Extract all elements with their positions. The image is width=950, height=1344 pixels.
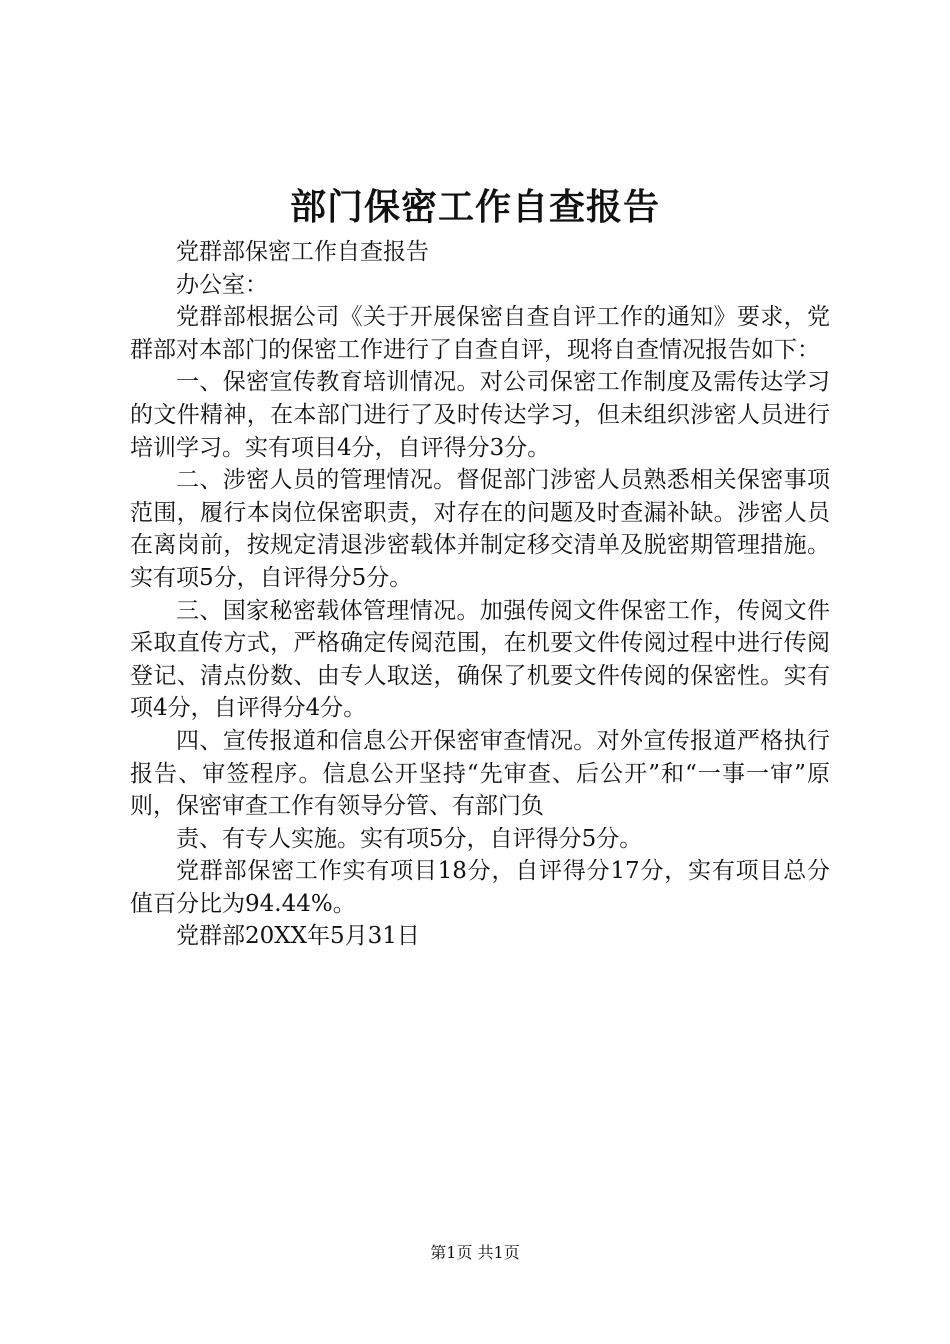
document-body bbox=[130, 236, 830, 953]
paragraph-section-4: 四、宣传报道和信息公开保密审查情况。对外宣传报道严格执行报告、审签程序。信息公开坚持“先审查、后公开”和“一事一审”原则，保密审查工作有领导分管、有部门负 bbox=[130, 727, 830, 820]
page-title: 部门保密工作自查报告 bbox=[289, 186, 660, 228]
paragraph-section-4-continued: 责、有专人实施。实有项5分，自评得分5分。 bbox=[176, 825, 643, 852]
paragraph-addressee: 办公室： bbox=[176, 271, 268, 298]
paragraph-subtitle: 党群部保密工作自查报告 bbox=[176, 239, 429, 265]
paragraph-section-3: 三、国家秘密载体管理情况。加强传阅文件保密工作，传阅文件采取直传方式，严格确定传阅范围，在机要文件传阅过程中进行传阅登记、清点份数、由专人取送，确保了机要文件传阅的保密性。实有项4分，自评得分4分。 bbox=[130, 597, 830, 722]
paragraph-summary: 党群部保密工作实有项目18分，自评得分17分，实有项目总分值百分比为94.44%。 bbox=[130, 858, 830, 917]
paragraph-signature-date: 党群部20XX年5月31日 bbox=[176, 923, 420, 950]
page-number-footer: 第1页 共1页 bbox=[430, 1243, 520, 1262]
paragraph-section-2: 二、涉密人员的管理情况。督促部门涉密人员熟悉相关保密事项范围，履行本岗位保密职责，对存在的问题及时查漏补缺。涉密人员在离岗前，按规定清退涉密载体并制定移交清单及脱密期管理措施。实有项5分，自评得分5分。 bbox=[130, 467, 830, 591]
paragraph-intro: 党群部根据公司《关于开展保密自查自评工作的通知》要求，党群部对本部门的保密工作进行了自查自评，现将自查情况报告如下： bbox=[130, 304, 830, 363]
paragraph-section-1: 一、保密宣传教育培训情况。对公司保密工作制度及需传达学习的文件精神，在本部门进行了及时传达学习，但未组织涉密人员进行培训学习。实有项目4分，自评得分3分。 bbox=[130, 369, 830, 461]
